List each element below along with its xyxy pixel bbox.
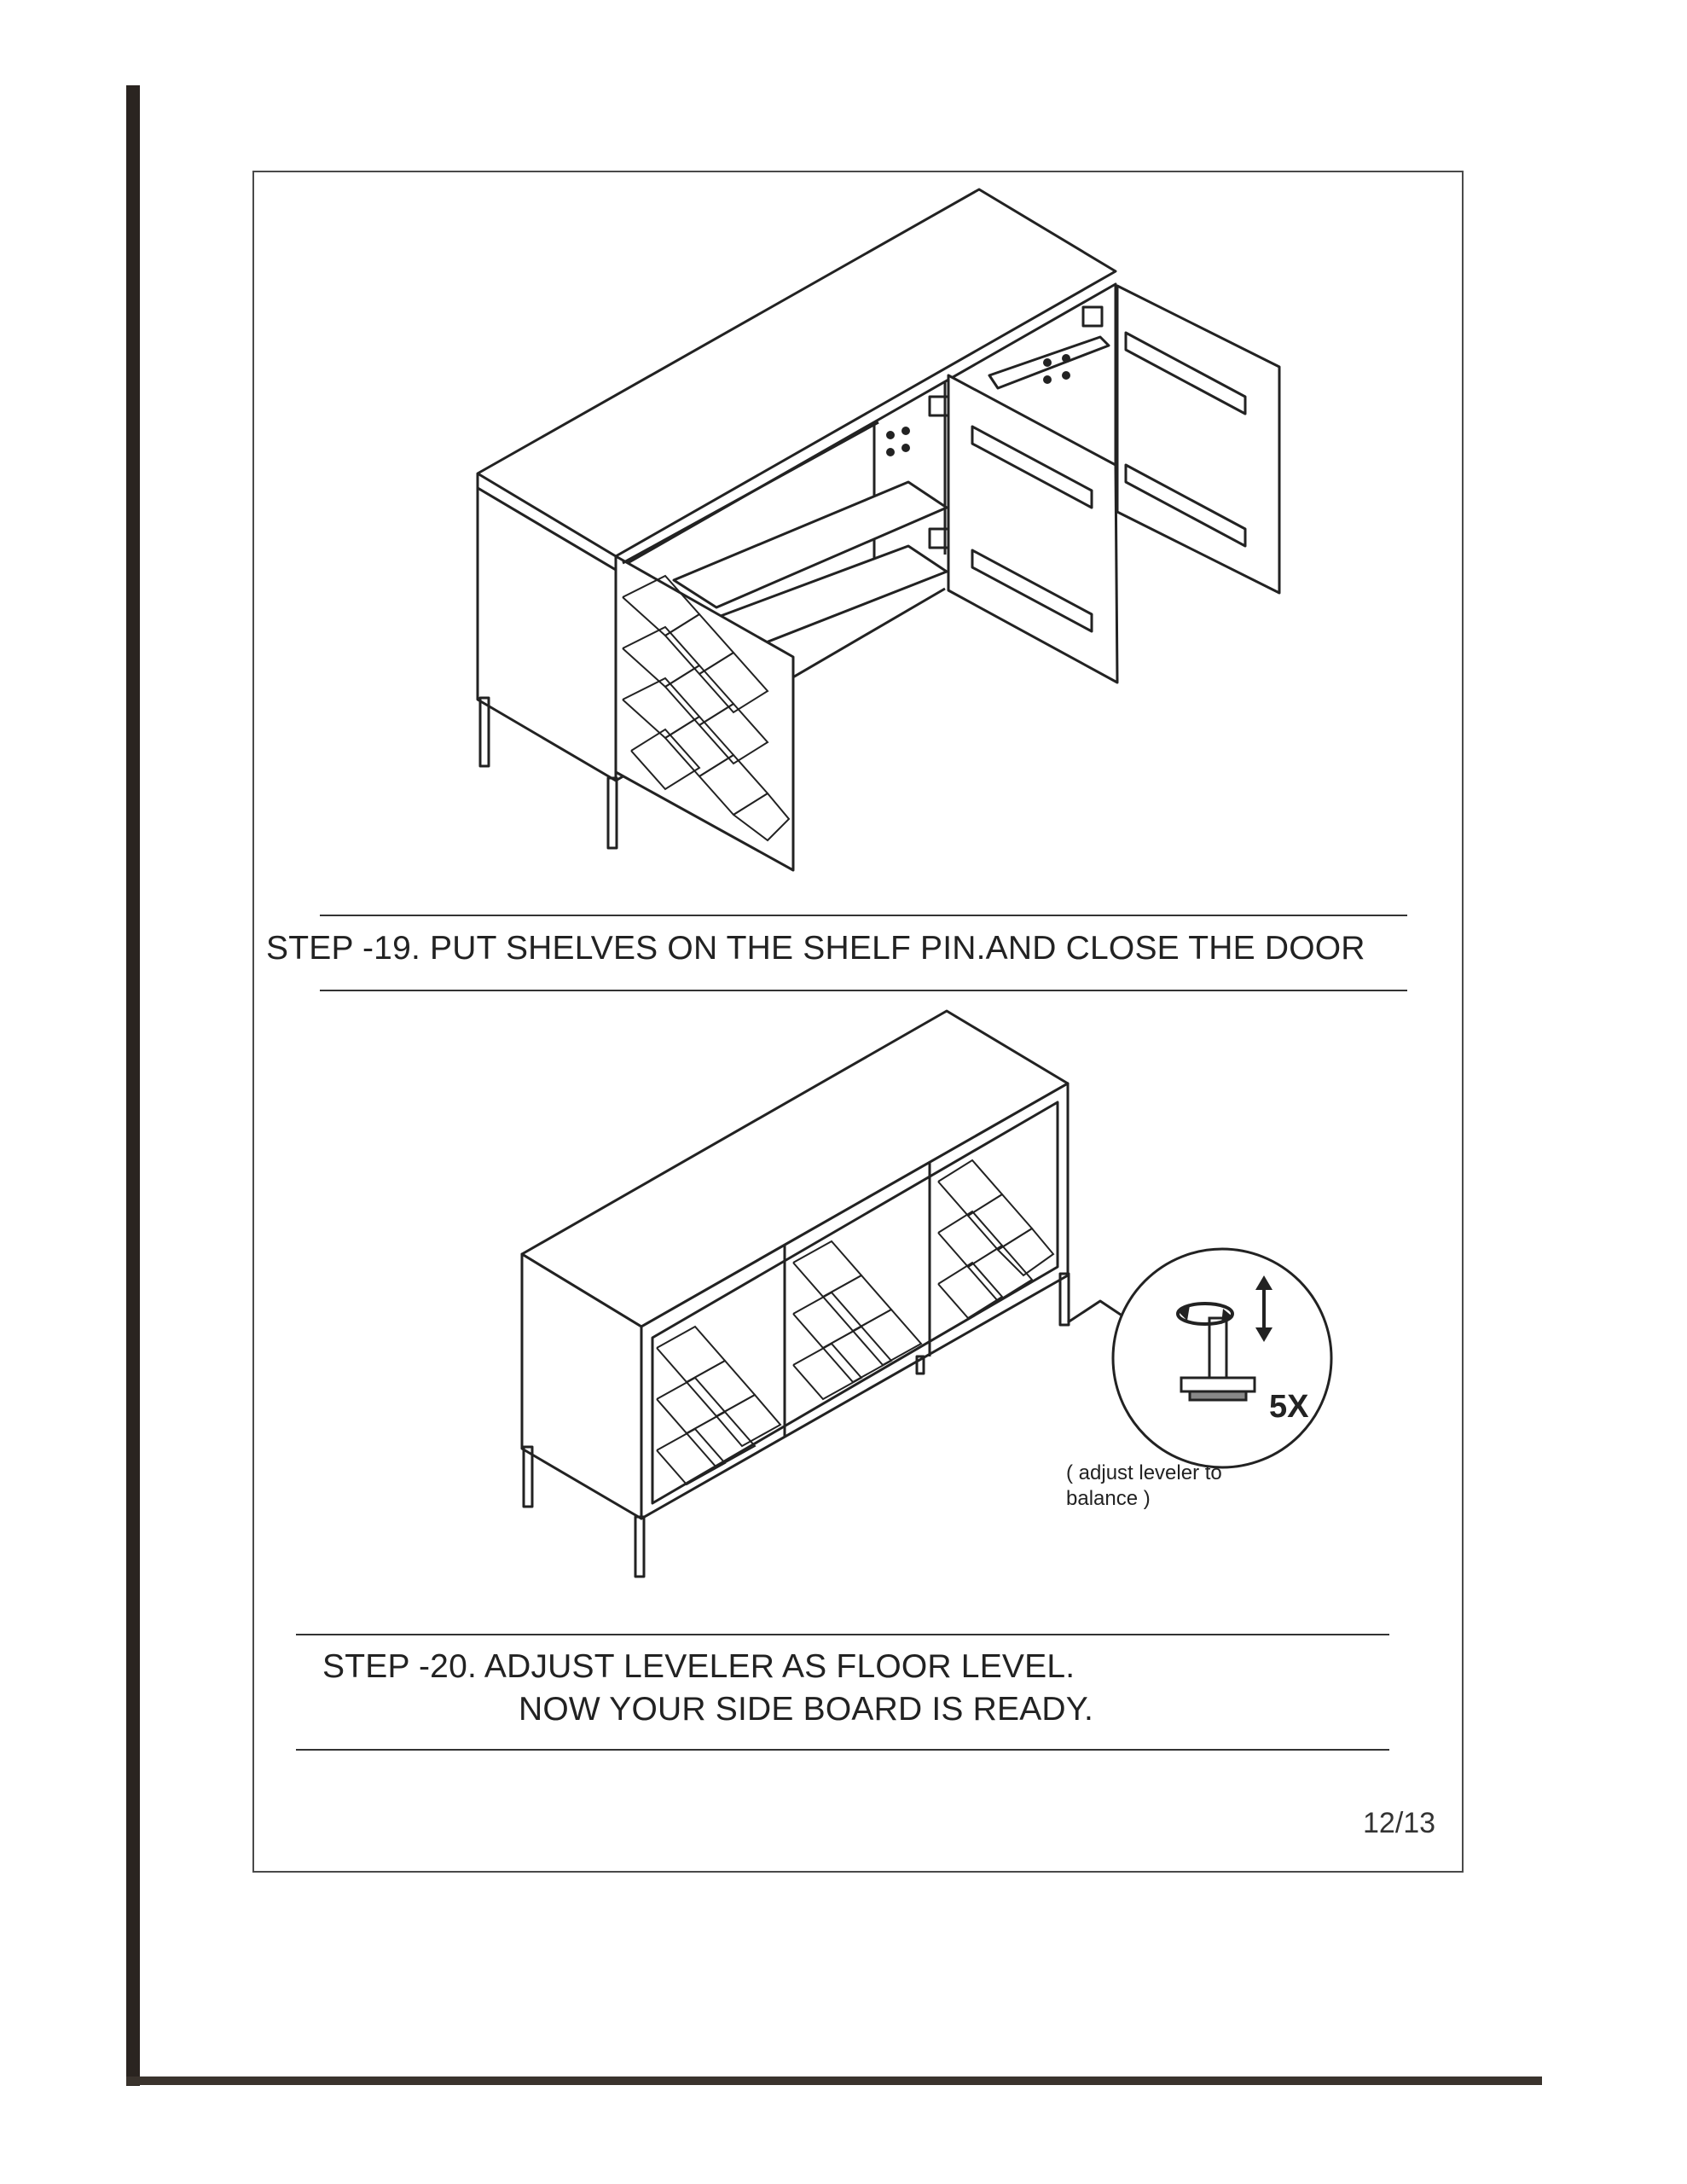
step19-caption: STEP -19. PUT SHELVES ON THE SHELF PIN.AND CLOSE THE DOOR xyxy=(266,930,1365,967)
step20-rule-top xyxy=(296,1634,1389,1635)
leveler-quantity: 5X xyxy=(1269,1389,1309,1425)
leveler-note-line2: balance ) xyxy=(1066,1487,1151,1510)
page-number: 12/13 xyxy=(1363,1807,1436,1839)
step20-caption-line2: NOW YOUR SIDE BOARD IS READY. xyxy=(519,1691,1093,1728)
step20-rule-bottom xyxy=(296,1749,1389,1751)
step20-caption-line1: STEP -20. ADJUST LEVELER AS FLOOR LEVEL. xyxy=(322,1648,1075,1685)
leveler-note-line1: ( adjust leveler to xyxy=(1066,1461,1222,1484)
